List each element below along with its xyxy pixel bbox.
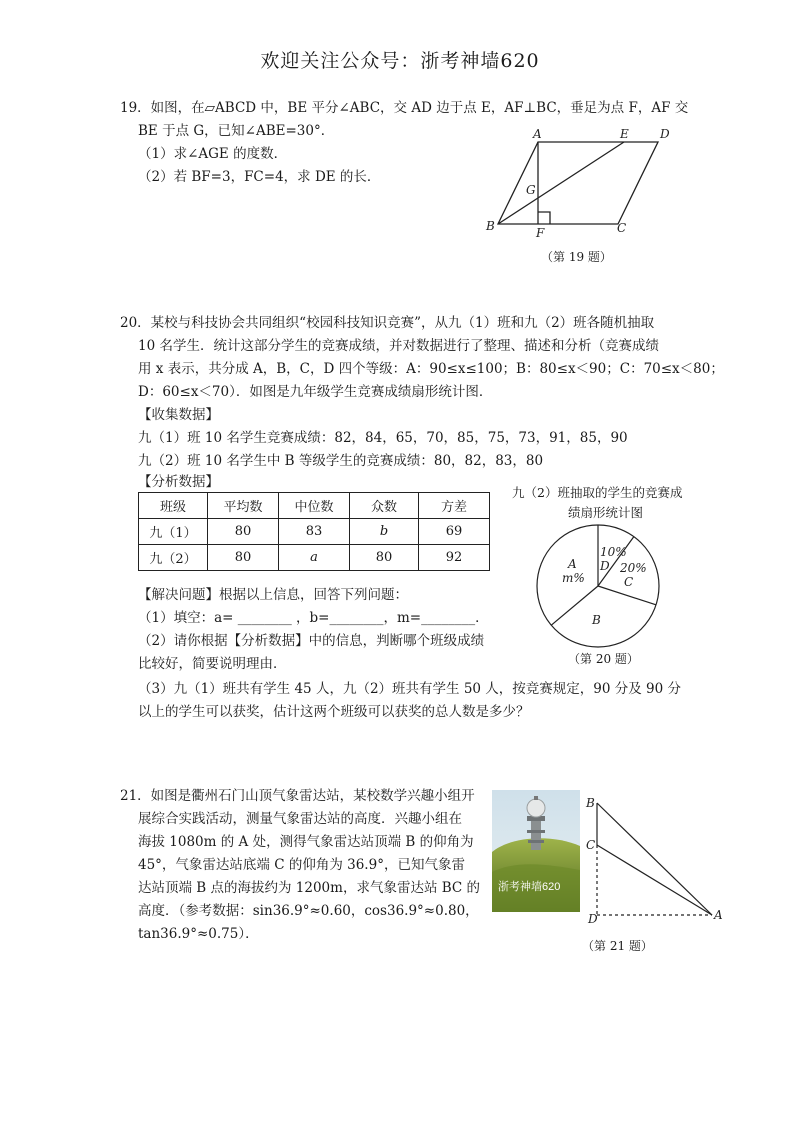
q19-label-f: F	[536, 226, 545, 238]
table-header-cell: 方差	[419, 493, 490, 519]
q20-line4: D：60≤x＜70）．如图是九年级学生竞赛成绩扇形统计图．	[138, 384, 493, 400]
q19-label-e: E	[620, 127, 629, 141]
table-cell: 69	[419, 519, 490, 545]
q20-line2: 10 名学生．统计这部分学生的竞赛成绩，并对数据进行了整理、描述和分析（竞赛成绩	[138, 338, 659, 354]
table-cell: a	[279, 545, 350, 571]
pie-label-a: m%	[562, 571, 585, 585]
q20-collect1: 九（1）班 10 名学生竞赛成绩：82，84，65，70，85，75，73，91，85，90	[138, 430, 628, 446]
table-header-cell: 班级	[139, 493, 208, 519]
q21-label-d: D	[588, 912, 598, 926]
q19-part2: （2）若 BF=3，FC=4，求 DE 的长．	[138, 169, 381, 185]
q21-line2: 展综合实践活动，测量气象雷达站的高度．兴趣小组在	[138, 811, 462, 827]
table-header-cell: 平均数	[208, 493, 279, 519]
table-header-cell: 中位数	[279, 493, 350, 519]
pie-label-d: 10%	[600, 545, 627, 559]
table-cell: 92	[419, 545, 490, 571]
q20-chart-title-1: 九（2）班抽取的学生的竞赛成	[512, 485, 683, 500]
q21-label-a: A	[714, 908, 723, 922]
q19-label-b: B	[486, 219, 495, 233]
q21-line5: 达站顶端 B 点的海拔约为 1200m，求气象雷达站 BC 的	[138, 880, 481, 896]
q20-part3-line1: （3）九（1）班共有学生 45 人，九（2）班共有学生 50 人，按竞赛规定，90 分及 90 分	[138, 681, 682, 697]
q20-stats-table	[138, 492, 490, 571]
q20-pie-chart	[532, 520, 664, 652]
q21-caption: （第 21 题）	[582, 939, 653, 953]
q20-chart-title-2: 绩扇形统计图	[568, 505, 644, 520]
table-row	[139, 545, 490, 571]
q20-analyze-title: 【分析数据】	[138, 474, 219, 490]
q21-label-c: C	[586, 838, 596, 852]
pie-label-b: B	[592, 613, 601, 627]
q21-line7: tan36.9°≈0.75）．	[138, 926, 259, 942]
q20-caption: （第 20 题）	[568, 652, 639, 666]
table-cell: b	[350, 519, 419, 545]
table-header-cell: 众数	[350, 493, 419, 519]
q19-label-c: C	[617, 221, 627, 235]
table-cell: 80	[350, 545, 419, 571]
table-row	[139, 519, 490, 545]
q21-label-b: B	[586, 796, 595, 810]
q21-line6: 高度．（参考数据：sin36.9°≈0.60，cos36.9°≈0.80，	[138, 903, 479, 919]
q19-parallelogram-figure	[480, 126, 700, 238]
table-cell: 83	[279, 519, 350, 545]
pie-label-c: C	[624, 575, 634, 589]
page-header: 欢迎关注公众号：浙考神墙620	[260, 50, 540, 72]
photo-watermark: 浙考神墙620	[498, 881, 561, 893]
pie-slice-boundary	[551, 586, 598, 625]
q21-line3: 海拔 1080m 的 A 处，测得气象雷达站顶端 B 的仰角为	[138, 834, 474, 850]
q19-label-a: A	[533, 127, 542, 141]
q20-line1: 20．某校与科技协会共同组织“校园科技知识竞赛”，从九（1）班和九（2）班各随机抽取	[120, 315, 655, 331]
q20-collect-title: 【收集数据】	[138, 407, 219, 423]
q20-solve-line: 【解决问题】根据以上信息，回答下列问题：	[138, 587, 408, 603]
q19-line1: 19．如图，在▱ABCD 中，BE 平分∠ABC，交 AD 边于点 E，AF⊥BC，垂足为点 F，AF 交	[120, 100, 689, 116]
table-cell: 80	[208, 545, 279, 571]
q20-part2-line1: （2）请你根据【分析数据】中的信息，判断哪个班级成绩	[138, 633, 485, 649]
q20-part2-line2: 比较好，简要说明理由．	[138, 656, 287, 672]
q21-line1: 21．如图是衢州石门山顶气象雷达站，某校数学兴趣小组开	[120, 788, 475, 804]
table-cell: 80	[208, 519, 279, 545]
q19-part1: （1）求∠AGE 的度数．	[138, 146, 288, 162]
table-cell: 九（1）	[139, 519, 208, 545]
q19-line2: BE 于点 G，已知∠ABE=30°．	[138, 123, 335, 139]
pie-label-c: 20%	[620, 561, 647, 575]
q20-fill-line: （1）填空：a= ________ ，b=________，m=________．	[138, 610, 489, 626]
q19-label-d: D	[660, 127, 670, 141]
pie-label-d: D	[600, 559, 610, 573]
table-header-row	[139, 493, 490, 519]
pie-label-a: A	[568, 557, 577, 571]
q21-triangle-figure	[580, 795, 730, 930]
table-cell: 九（2）	[139, 545, 208, 571]
q19-caption: （第 19 题）	[541, 250, 612, 264]
q20-part3-line2: 以上的学生可以获奖，估计这两个班级可以获奖的总人数是多少？	[138, 704, 530, 720]
q20-collect2: 九（2）班 10 名学生中 B 等级学生的竞赛成绩：80，82，83，80	[138, 453, 544, 469]
q19-label-g: G	[526, 183, 536, 197]
q20-line3: 用 x 表示，共分成 A，B，C，D 四个等级：A：90≤x≤100；B：80≤x＜90；C：70≤x＜80；	[138, 361, 724, 377]
q21-line4: 45°，气象雷达站底端 C 的仰角为 36.9°，已知气象雷	[138, 857, 465, 873]
radar-station-photo	[492, 790, 580, 912]
